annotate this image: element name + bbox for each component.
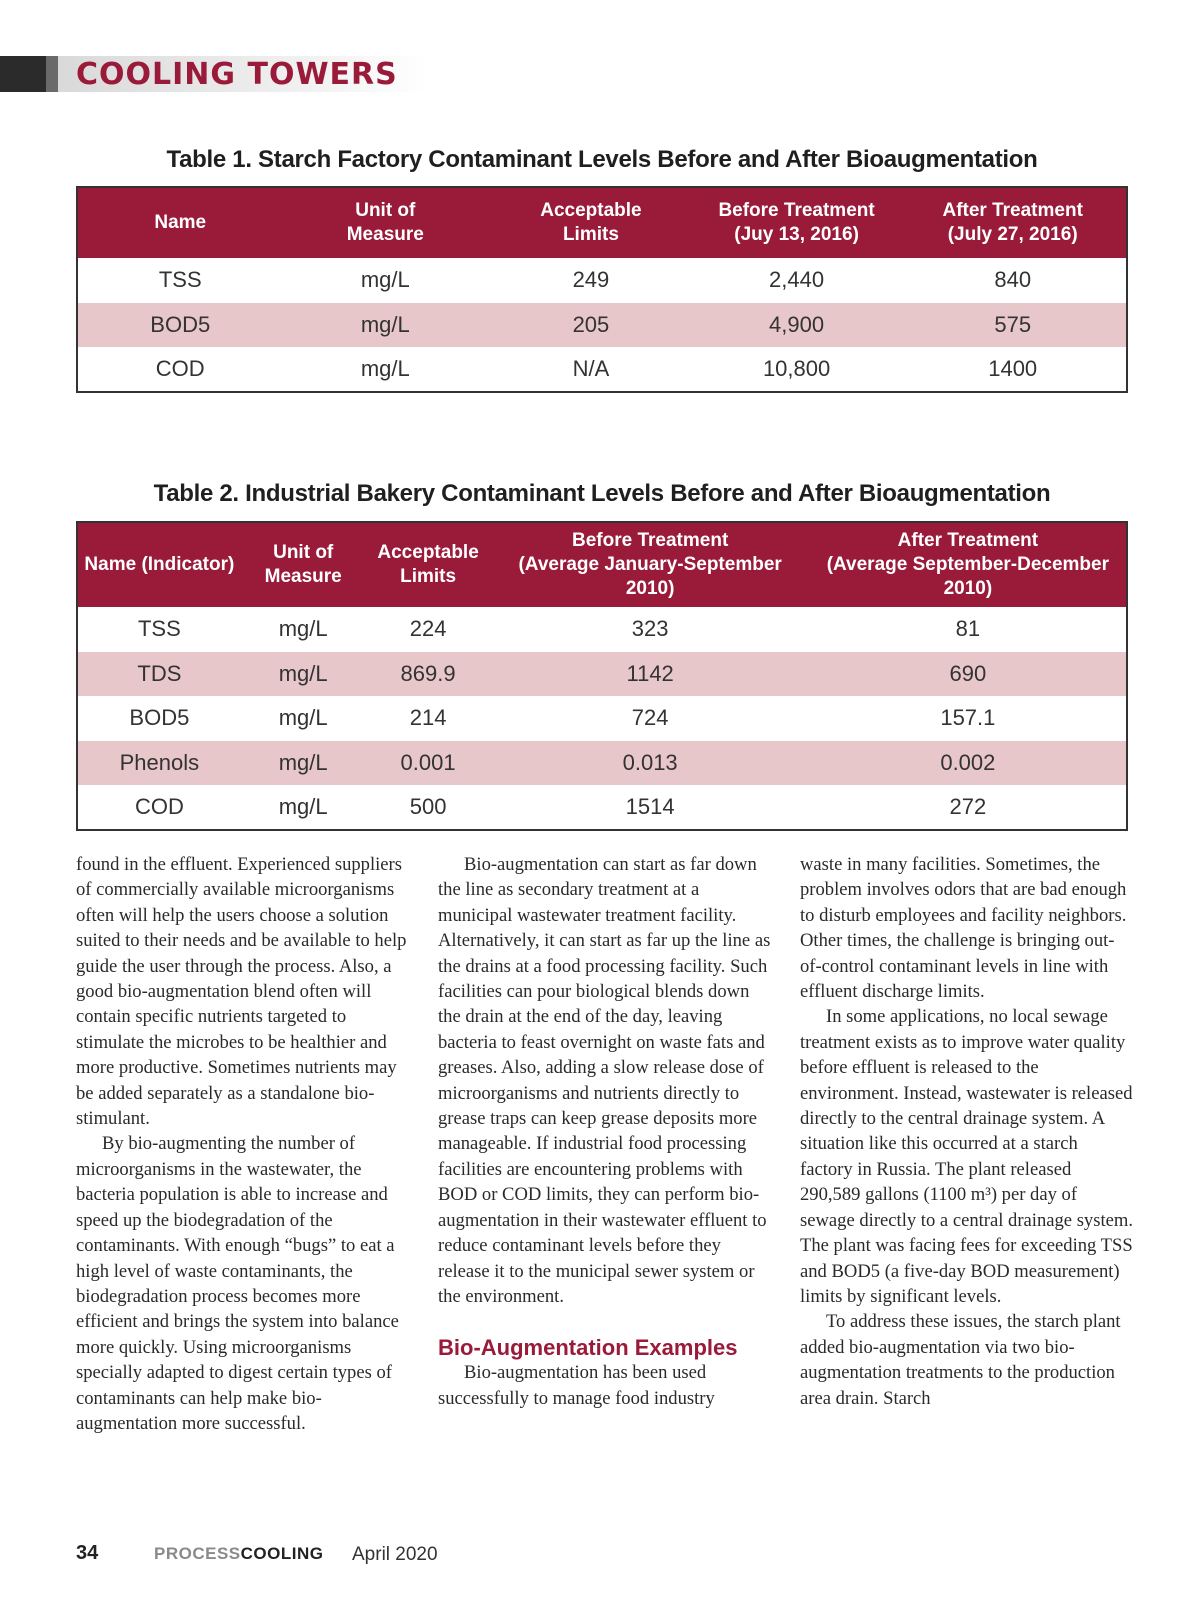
table2-header-after: After Treatment (Average September-December 2010) [826,530,1110,599]
table-cell: 500 [409,793,447,819]
table-cell: 323 [631,616,669,642]
table-cell: 0.002 [940,749,996,775]
table1-header-name: Name [154,212,207,233]
table-cell: 272 [949,793,987,819]
table-cell: 1514 [625,793,675,819]
article-paragraph: waste in many facilities. Sometimes, the problem involves odors that are bad enough to disturb employees and facility neighbors. Other times, the challenge is bringing out-of-control contaminant levels in line with effluent discharge limits. [800,854,1127,1003]
header-bar-dark [0,56,46,92]
table-cell: 205 [572,311,610,337]
table-cell: mg/L [278,660,328,686]
table-cell: 0.001 [400,749,456,775]
table2-header-unit: Unit of Measure [264,542,342,587]
section-subheading: Bio-Augmentation Examples [438,1334,738,1360]
table2-title: Table 2. Industrial Bakery Contaminant Levels Before and After Bioaugmentation [153,480,1051,507]
article-column-1 [76,852,410,1436]
table-cell: COD [155,355,205,381]
table-row [77,347,1127,392]
table-cell: mg/L [360,311,410,337]
article-paragraph: In some applications, no local sewage treatment exists as to improve water quality before effluent is released to the environment. Instead, wastewater is released directly to the central drainage system. A situation like this occurred at a starch factory in Russia. The plant released 290,589 gallons (1100 m³) per day of sewage directly to a central drainage system. The plant was facing fees for exceeding TSS and BOD5 (a five-day BOD measurement) limits by significant levels. [800,1006,1133,1307]
table-cell: TDS [137,660,182,686]
table-cell: N/A [572,355,610,381]
table-cell: 690 [949,660,987,686]
table1-title: Table 1. Starch Factory Contaminant Levels Before and After Bioaugmentation [166,146,1038,173]
table-cell: TSS [137,616,181,642]
issue-date: April 2020 [352,1544,438,1565]
table-cell: 0.013 [622,749,678,775]
brand-part-2: COOLING [240,1544,324,1563]
table2-header-name: Name (Indicator) [84,554,235,575]
table-row [77,303,1127,348]
article-paragraph: To address these issues, the starch plant added bio-augmentation via two bio-augmentation treatments to the production area drain. Starch [800,1311,1121,1409]
table1-header-limits: Acceptable Limits [540,200,642,245]
table-cell: COD [134,793,184,819]
table-cell: mg/L [278,749,328,775]
header-bar-mid [46,56,58,92]
table-row [77,785,1127,830]
article-paragraph: Bio-augmentation has been used successfully to manage food industry [438,1362,715,1409]
table-cell: 2,440 [769,267,825,293]
article-paragraph: found in the effluent. Experienced suppliers of commercially available microorganisms often will help the users choose a solution suited to their needs and be available to help guide the user through the process. Also, a good bio-augmentation blend often will contain specific nutrients targeted to stimulate the microbes to be healthier and more productive. Sometimes nutrients may be added separately as a standalone bio-stimulant. [76,854,407,1130]
table2 [76,521,1128,831]
table-cell: 840 [994,267,1032,293]
table-cell: mg/L [360,355,410,381]
table-cell: BOD5 [150,311,211,337]
table1-header-before: Before Treatment (Juy 13, 2016) [718,200,875,245]
table-cell: 249 [572,267,610,293]
article-paragraph: By bio-augmenting the number of microorganisms in the wastewater, the bacteria population is able to increase and speed up the biodegradation of the contaminants. With enough “bugs” to eat a high level of waste contaminants, the biodegradation process becomes more efficient and brings the system into balance more quickly. Using microorganisms specially adapted to digest certain types of contaminants can help make bio-augmentation more successful. [76,1133,399,1434]
brand-part-1: PROCESS [154,1544,241,1563]
table-cell: 224 [409,616,447,642]
table1-header-row [77,187,1127,258]
table-cell: 1142 [626,660,674,686]
table-row [77,741,1127,786]
table-cell: mg/L [278,793,328,819]
table-cell: 575 [994,311,1032,337]
page-number: 34 [76,1542,99,1564]
table-cell: BOD5 [129,705,190,731]
article-paragraph: Bio-augmentation can start as far down the line as secondary treatment at a municipal wastewater treatment facility. Alternatively, it can start as far up the line as the drains at a food processing facility. Such facilities can pour biological blends down the drain at the end of the day, leaving bacteria to feast overnight on waste fats and greases. Also, adding a slow release dose of microorganisms and nutrients directly to grease traps can keep grease deposits more manageable. If industrial food processing facilities are encountering problems with BOD or COD limits, they can perform bio-augmentation in their wastewater effluent to reduce contaminant levels before they release it to the municipal sewer system or the environment. [438,854,771,1307]
table1-header-unit: Unit of Measure [346,200,424,245]
article-column-2 [438,852,772,1411]
article-column-3 [800,852,1134,1411]
table-cell: 724 [631,705,669,731]
table-cell: 157.1 [940,705,996,731]
table-cell: 81 [955,616,981,642]
table-cell: mg/L [278,705,328,731]
table-row [77,652,1127,697]
table-row [77,696,1127,741]
table2-header-row [77,522,1127,607]
table2-header-before: Before Treatment (Average January-September 2010) [518,530,782,599]
table-cell: Phenols [119,749,200,775]
table2-header-limits: Acceptable Limits [377,542,479,587]
table-row [77,258,1127,303]
table-cell: 10,800 [762,355,831,381]
section-title: COOLING TOWERS [76,57,398,92]
table-cell: 4,900 [769,311,825,337]
table1-header-after: After Treatment (July 27, 2016) [942,200,1083,245]
table-row [77,607,1127,652]
magazine-logo [154,1544,323,1564]
table-cell: 214 [409,705,447,731]
table-cell: mg/L [360,267,410,293]
table-cell: 869.9 [400,660,456,686]
table-cell: mg/L [278,616,328,642]
table1 [76,186,1128,393]
table-cell: 1400 [988,355,1038,381]
table-cell: TSS [158,267,202,293]
